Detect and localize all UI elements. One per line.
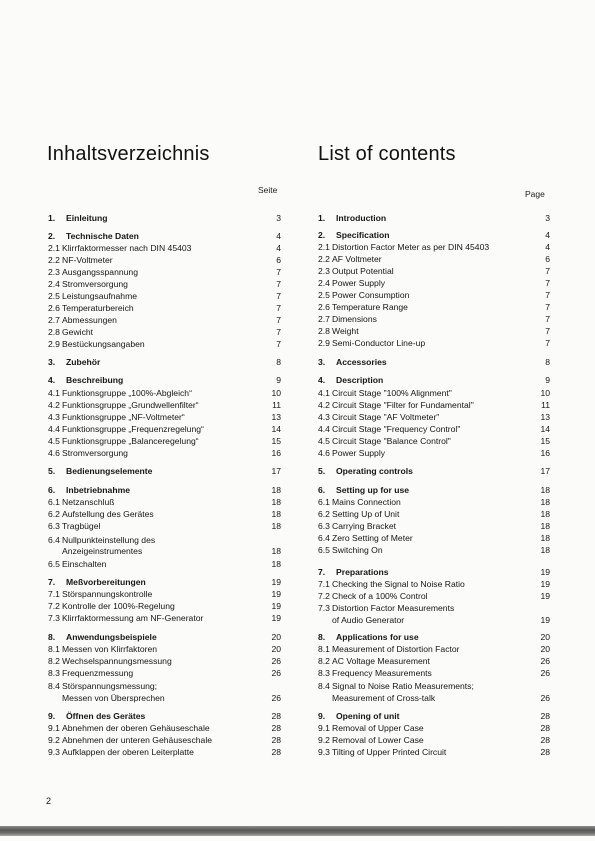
toc-entry-title: Setting up for use (336, 485, 410, 495)
toc-entry-title: Removal of Upper Case (332, 723, 424, 733)
page-number: 2 (46, 796, 52, 806)
toc-entry-title: Introduction (336, 213, 387, 223)
toc-entry-page: 7 (276, 327, 281, 337)
toc-entry-number: 6. (48, 485, 56, 495)
toc-entry-title: Check of a 100% Control (332, 591, 428, 601)
toc-entry-title: Tilting of Upper Printed Circuit (332, 747, 447, 757)
english-page-column-label: Page (525, 189, 545, 199)
german-page-column-label: Seite (258, 185, 278, 195)
toc-entry-title: Aufstellung des Gerätes (62, 509, 154, 519)
toc-entry-number: 9.1 (318, 723, 330, 733)
toc-entry-page: 20 (540, 644, 550, 654)
toc-entry-page: 18 (271, 559, 281, 569)
toc-entry-title: Messen von Übersprechen (62, 693, 165, 703)
toc-entry-number: 1. (48, 213, 56, 223)
toc-entry-page: 11 (272, 400, 281, 410)
toc-entry-number: 4.2 (318, 400, 330, 410)
toc-entry-page: 11 (541, 400, 550, 410)
toc-entry-number: 8.2 (318, 656, 330, 666)
toc-entry-page: 3 (545, 213, 550, 223)
toc-entry-number: 9.2 (48, 735, 60, 745)
toc-entry-title: Einschalten (62, 559, 107, 569)
toc-entry-title: Weight (332, 326, 359, 336)
toc-entry-page: 7 (545, 302, 550, 312)
toc-entry-page: 26 (271, 668, 281, 678)
toc-entry-title: Kontrolle der 100%-Regelung (62, 601, 175, 611)
toc-entry-number: 7.3 (48, 613, 60, 623)
toc-entry-title: Description (336, 375, 384, 385)
toc-entry-title: Removal of Lower Case (332, 735, 424, 745)
toc-entry-page: 26 (540, 656, 550, 666)
toc-entry-title: Circuit Stage "AF Voltmeter" (332, 412, 440, 422)
toc-entry-page: 4 (276, 231, 281, 241)
toc-entry-title: Dimensions (332, 314, 377, 324)
toc-entry-number: 2.7 (48, 315, 60, 325)
toc-entry-title: Beschreibung (66, 375, 124, 385)
toc-entry-title: Funktionsgruppe „Balanceregelung“ (62, 436, 199, 446)
toc-entry-title: Setting Up of Unit (332, 509, 400, 519)
toc-entry-title: Carrying Bracket (332, 521, 396, 531)
toc-entry-page: 20 (271, 632, 281, 642)
toc-entry-page: 19 (271, 589, 281, 599)
toc-entry-title: Mains Connection (332, 497, 401, 507)
toc-entry-page: 26 (271, 656, 281, 666)
toc-entry-title: Klirrfaktormesser nach DIN 45403 (62, 243, 192, 253)
toc-entry-number: 5. (48, 466, 56, 476)
toc-entry-title: Temperature Range (332, 302, 408, 312)
toc-entry-title: Funktionsgruppe „Grundwellenfilter“ (62, 400, 199, 410)
toc-entry-number: 4.5 (48, 436, 60, 446)
toc-entry-number: 7.2 (48, 601, 60, 611)
toc-entry-page: 9 (545, 375, 550, 385)
toc-entry-number: 2.3 (48, 267, 60, 277)
toc-entry-title: Power Consumption (332, 290, 410, 300)
toc-entry-page: 10 (271, 388, 281, 398)
toc-entry-number: 2.9 (318, 338, 330, 348)
toc-entry-number: 2.5 (48, 291, 60, 301)
toc-entry-title: Klirrfaktormessung am NF-Generator (62, 613, 204, 623)
toc-entry-page: 13 (540, 412, 550, 422)
toc-entry-number: 8. (48, 632, 56, 642)
german-heading: Inhaltsverzeichnis (47, 143, 210, 165)
toc-entry-page: 4 (276, 243, 281, 253)
toc-entry-number: 4.4 (48, 424, 60, 434)
toc-entry-number: 2.1 (318, 242, 330, 252)
toc-entry-title: Output Potential (332, 266, 394, 276)
toc-entry-number: 2.9 (48, 339, 60, 349)
toc-entry-page: 20 (271, 644, 281, 654)
toc-entry-number: 7.2 (318, 591, 330, 601)
toc-entry-number: 7.1 (318, 579, 330, 589)
toc-entry-number: 9. (318, 711, 326, 721)
toc-entry-number: 9.3 (318, 747, 330, 757)
toc-entry-title: Temperaturbereich (62, 303, 134, 313)
toc-entry-title: Zero Setting of Meter (332, 533, 413, 543)
toc-entry-page: 8 (276, 357, 281, 367)
toc-entry-page: 15 (271, 436, 281, 446)
toc-entry-title: Measurement of Distortion Factor (332, 644, 460, 654)
toc-entry-number: 2. (318, 230, 326, 240)
toc-entry-title: Störspannungsmessung; (62, 681, 158, 691)
toc-entry-title: Meßvorbereitungen (66, 577, 146, 587)
toc-entry-number: 8. (318, 632, 326, 642)
toc-entry-title: Tragbügel (62, 521, 101, 531)
toc-entry-title: Specification (336, 230, 390, 240)
toc-entry-number: 4. (318, 375, 326, 385)
toc-entry-number: 7. (48, 577, 56, 587)
toc-entry-title: Inbetriebnahme (66, 485, 130, 495)
toc-entry-number: 4.2 (48, 400, 60, 410)
toc-entry-title: Frequency Measurements (332, 668, 432, 678)
toc-entry-number: 4.3 (318, 412, 330, 422)
toc-entry-page: 7 (276, 339, 281, 349)
toc-entry-title: Operating controls (336, 466, 413, 476)
toc-entry-page: 7 (276, 291, 281, 301)
toc-entry-title: Gewicht (62, 327, 94, 337)
toc-entry-page: 7 (276, 279, 281, 289)
toc-entry-page: 18 (540, 545, 550, 555)
toc-entry-title: Anzeigeinstrumentes (62, 546, 143, 556)
toc-entry-number: 2. (48, 231, 56, 241)
toc-entry-title: Störspannungskontrolle (62, 589, 153, 599)
toc-entry-number: 3. (48, 357, 56, 367)
toc-entry-title: Funktionsgruppe „100%-Abgleich“ (62, 388, 192, 398)
toc-entry-page: 18 (540, 533, 550, 543)
toc-entry-number: 4.1 (318, 388, 330, 398)
toc-entry-page: 18 (540, 509, 550, 519)
toc-entry-title: Stromversorgung (62, 279, 128, 289)
toc-entry-page: 19 (271, 613, 281, 623)
toc-entry-number: 4.4 (318, 424, 330, 434)
toc-entry-page: 28 (271, 747, 281, 757)
toc-entry-number: 6.4 (318, 533, 330, 543)
toc-entry-page: 7 (545, 314, 550, 324)
toc-entry-number: 2.7 (318, 314, 330, 324)
toc-entry-number: 8.3 (318, 668, 330, 678)
toc-entry-page: 7 (545, 278, 550, 288)
toc-entry-page: 14 (271, 424, 281, 434)
toc-entry-title: Accessories (336, 357, 387, 367)
toc-entry-number: 6.5 (318, 545, 330, 555)
toc-entry-page: 3 (276, 213, 281, 223)
toc-entry-number: 4.6 (48, 448, 60, 458)
toc-entry-page: 18 (540, 521, 550, 531)
toc-entry-number: 9. (48, 711, 56, 721)
toc-entry-number: 4.3 (48, 412, 60, 422)
toc-entry-page: 16 (271, 448, 281, 458)
toc-entry-number: 6.5 (48, 559, 60, 569)
toc-entry-title: Abnehmen der unteren Gehäuseschale (62, 735, 213, 745)
toc-entry-number: 8.1 (318, 644, 330, 654)
toc-entry-number: 7.3 (318, 603, 330, 613)
toc-entry-number: 7.1 (48, 589, 60, 599)
toc-entry-page: 7 (276, 267, 281, 277)
toc-entry-number: 6.1 (318, 497, 330, 507)
toc-entry-page: 4 (545, 242, 550, 252)
toc-entry-number: 2.4 (318, 278, 330, 288)
toc-entry-number: 6.3 (48, 521, 60, 531)
toc-entry-title: Circuit Stage "Filter for Fundamental" (332, 400, 474, 410)
toc-entry-page: 16 (540, 448, 550, 458)
toc-entry-page: 13 (271, 412, 281, 422)
toc-entry-title: Opening of unit (336, 711, 400, 721)
toc-entry-number: 2.6 (48, 303, 60, 313)
toc-entry-title: Bestückungsangaben (62, 339, 145, 349)
toc-entry-number: 4.5 (318, 436, 330, 446)
toc-entry-page: 18 (271, 485, 281, 495)
toc-entry-number: 2.5 (318, 290, 330, 300)
toc-entry-title: Funktionsgruppe „Frequenzregelung“ (62, 424, 204, 434)
toc-entry-title: Bedienungselemente (66, 466, 153, 476)
toc-entry-number: 8.3 (48, 668, 60, 678)
toc-entry-number: 8.4 (318, 681, 330, 691)
toc-entry-title: AF Voltmeter (332, 254, 382, 264)
toc-entry-page: 19 (271, 577, 281, 587)
toc-entry-page: 19 (540, 567, 550, 577)
toc-entry-title: Anwendungsbeispiele (66, 632, 157, 642)
toc-entry-page: 19 (540, 615, 550, 625)
toc-entry-title: Technische Daten (66, 231, 139, 241)
toc-entry-number: 6. (318, 485, 326, 495)
toc-entry-number: 2.2 (48, 255, 60, 265)
toc-entry-title: Circuit Stage "Frequency Control" (332, 424, 461, 434)
toc-entry-title: Funktionsgruppe „NF-Voltmeter“ (62, 412, 185, 422)
toc-entry-number: 6.4 (48, 535, 60, 545)
toc-entry-page: 18 (271, 509, 281, 519)
toc-entry-title: Semi-Conductor Line-up (332, 338, 426, 348)
toc-entry-title: Distortion Factor Measurements (332, 603, 455, 613)
toc-entry-number: 5. (318, 466, 326, 476)
toc-entry-number: 8.2 (48, 656, 60, 666)
toc-entry-title: Wechselspannungsmessung (62, 656, 172, 666)
toc-entry-page: 10 (540, 388, 550, 398)
toc-entry-number: 9.2 (318, 735, 330, 745)
toc-entry-page: 7 (276, 303, 281, 313)
toc-entry-title: Circuit Stage "Balance Control" (332, 436, 451, 446)
scan-bottom-edge (0, 826, 595, 836)
toc-entry-page: 7 (545, 338, 550, 348)
toc-entry-title: Leistungsaufnahme (62, 291, 138, 301)
toc-entry-number: 6.2 (318, 509, 330, 519)
toc-entry-number: 8.4 (48, 681, 60, 691)
toc-entry-page: 28 (540, 747, 550, 757)
toc-entry-number: 2.6 (318, 302, 330, 312)
toc-entry-page: 26 (540, 668, 550, 678)
toc-entry-title: Ausgangsspannung (62, 267, 138, 277)
toc-entry-page: 28 (271, 711, 281, 721)
toc-entry-number: 9.1 (48, 723, 60, 733)
toc-entry-page: 17 (271, 466, 281, 476)
toc-entry-page: 15 (540, 436, 550, 446)
toc-entry-number: 3. (318, 357, 326, 367)
toc-entry-page: 18 (540, 497, 550, 507)
toc-entry-page: 9 (276, 375, 281, 385)
toc-entry-number: 9.3 (48, 747, 60, 757)
toc-entry-title: AC Voltage Measurement (332, 656, 430, 666)
toc-entry-page: 6 (276, 255, 281, 265)
toc-entry-page: 18 (271, 521, 281, 531)
toc-entry-page: 18 (271, 546, 281, 556)
toc-entry-title: Netzanschluß (62, 497, 115, 507)
toc-entry-number: 4.1 (48, 388, 60, 398)
toc-entry-title: Circuit Stage "100% Alignment" (332, 388, 452, 398)
toc-entry-page: 4 (545, 230, 550, 240)
toc-entry-title: Power Supply (332, 448, 386, 458)
toc-entry-title: Distortion Factor Meter as per DIN 45403 (332, 242, 490, 252)
toc-entry-title: Switching On (332, 545, 383, 555)
toc-entry-title: Stromversorgung (62, 448, 128, 458)
toc-entry-page: 18 (271, 497, 281, 507)
toc-entry-title: Öffnen des Gerätes (66, 711, 146, 721)
toc-entry-title: Aufklappen der oberen Leiterplatte (62, 747, 194, 757)
toc-entry-title: Power Supply (332, 278, 386, 288)
toc-entry-number: 6.2 (48, 509, 60, 519)
toc-entry-page: 28 (540, 735, 550, 745)
toc-entry-page: 14 (540, 424, 550, 434)
toc-entry-number: 2.3 (318, 266, 330, 276)
toc-entry-number: 2.8 (48, 327, 60, 337)
toc-entry-title: Abnehmen der oberen Gehäuseschale (62, 723, 210, 733)
toc-entry-number: 6.1 (48, 497, 60, 507)
toc-entry-page: 19 (271, 601, 281, 611)
toc-entry-title: of Audio Generator (332, 615, 405, 625)
toc-entry-page: 7 (276, 315, 281, 325)
toc-entry-page: 19 (540, 591, 550, 601)
toc-entry-title: Einleitung (66, 213, 108, 223)
toc-entry-page: 18 (540, 485, 550, 495)
toc-entry-title: NF-Voltmeter (62, 255, 113, 265)
toc-entry-page: 28 (540, 723, 550, 733)
toc-entry-title: Frequenzmessung (62, 668, 134, 678)
toc-entry-page: 8 (545, 357, 550, 367)
toc-entry-title: Abmessungen (62, 315, 117, 325)
toc-entry-page: 26 (540, 693, 550, 703)
toc-entry-page: 7 (545, 290, 550, 300)
toc-entry-number: 7. (318, 567, 326, 577)
toc-entry-number: 4.6 (318, 448, 330, 458)
toc-entry-page: 28 (271, 735, 281, 745)
toc-entry-page: 17 (540, 466, 550, 476)
toc-entry-title: Signal to Noise Ratio Measurements; (332, 681, 474, 691)
toc-entry-page: 19 (540, 579, 550, 589)
toc-entry-title: Messen von Klirrfaktoren (62, 644, 158, 654)
toc-entry-number: 2.4 (48, 279, 60, 289)
toc-entry-page: 26 (271, 693, 281, 703)
toc-entry-page: 7 (545, 266, 550, 276)
toc-entry-page: 6 (545, 254, 550, 264)
toc-entry-title: Applications for use (336, 632, 419, 642)
toc-entry-title: Preparations (336, 567, 389, 577)
toc-entry-title: Zubehör (66, 357, 101, 367)
toc-entry-page: 7 (545, 326, 550, 336)
toc-entry-number: 2.8 (318, 326, 330, 336)
toc-entry-number: 6.3 (318, 521, 330, 531)
english-heading: List of contents (318, 143, 456, 165)
toc-entry-number: 2.1 (48, 243, 60, 253)
toc-entry-title: Nullpunkteinstellung des (62, 535, 156, 545)
toc-entry-number: 8.1 (48, 644, 60, 654)
toc-entry-page: 28 (271, 723, 281, 733)
toc-entry-title: Measurement of Cross-talk (332, 693, 436, 703)
toc-entry-page: 28 (540, 711, 550, 721)
toc-entry-title: Checking the Signal to Noise Ratio (332, 579, 465, 589)
toc-entry-number: 2.2 (318, 254, 330, 264)
toc-entry-page: 20 (540, 632, 550, 642)
toc-entry-number: 1. (318, 213, 326, 223)
toc-entry-number: 4. (48, 375, 56, 385)
